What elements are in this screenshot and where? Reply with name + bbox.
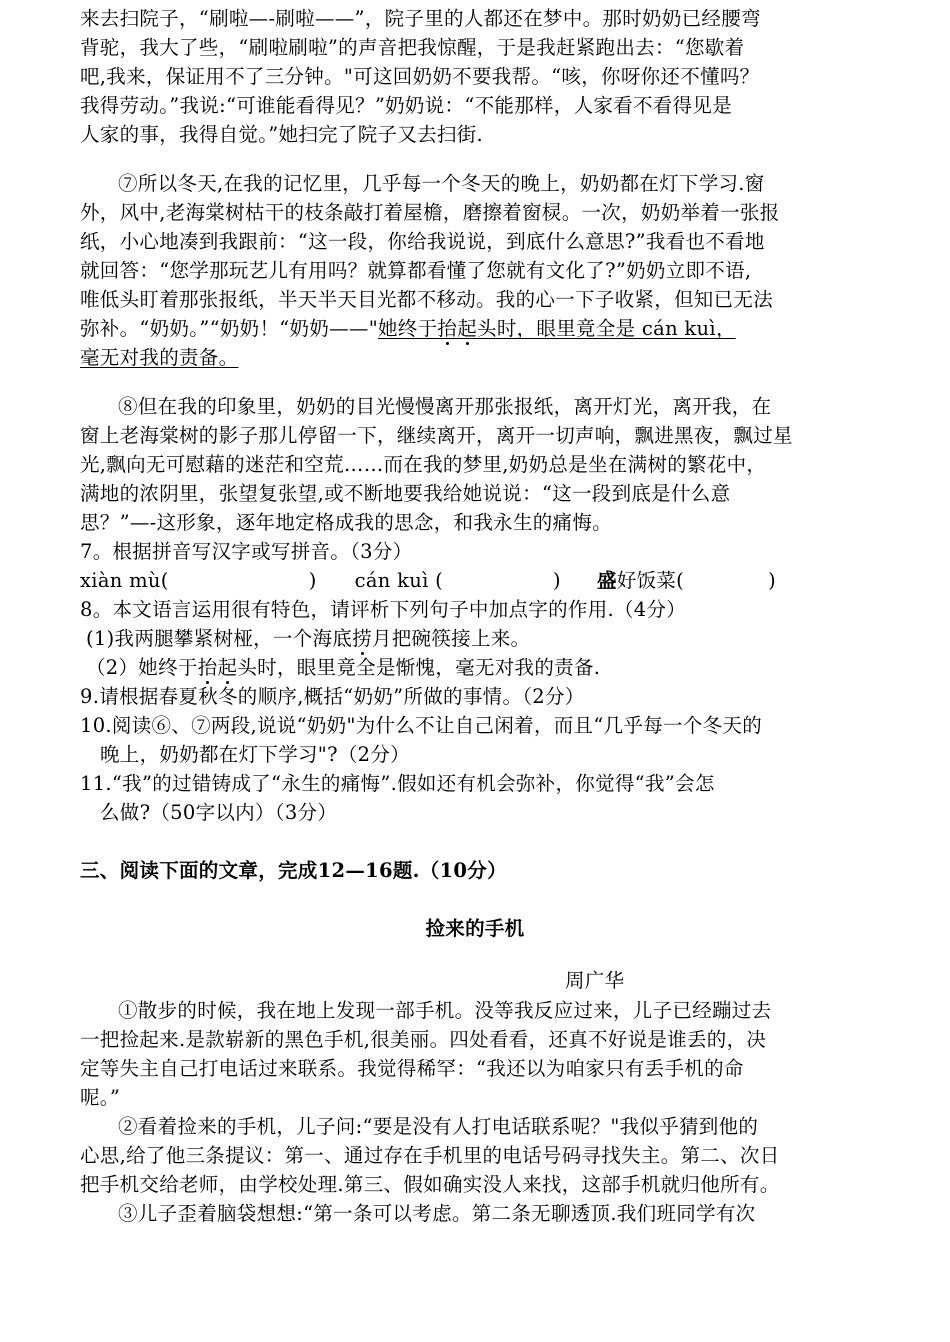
- article-paragraph-1-line: 一把捡起来.是款崭新的黑色手机,很美丽。四处看看，还真不好说是谁丢的，决: [80, 1028, 767, 1051]
- paragraph-7-line: [80, 316, 736, 342]
- blank-b-label: cán kuì (: [354, 569, 444, 592]
- dotted-char: 起: [457, 317, 478, 340]
- article-paragraph-1-line: 呢。”: [80, 1086, 121, 1109]
- article-paragraph-1-line: ①散步的时候，我在地上发现一部手机。没等我反应过来，儿子已经蹦过去: [118, 999, 772, 1022]
- paragraph-7-line: [80, 345, 238, 371]
- question-8: 8。本文语言运用很有特色，请评析下列句子中加点字的作用.（4分）: [80, 598, 687, 621]
- blank-a-label: xiàn mù(: [80, 569, 169, 592]
- question-7: 7。根据拼音写汉字或写拼音。（3分）: [80, 540, 413, 563]
- sentence-text: (1)我两腿攀紧树桠，一个海底: [86, 627, 353, 650]
- underlined-text: [378, 317, 736, 340]
- article-author: 周广华: [565, 969, 625, 992]
- section-3-heading: 三、阅读下面的文章，完成12—16题.（10分）: [80, 859, 507, 882]
- sentence-text: 月把碗筷接上来。: [371, 627, 531, 650]
- article-paragraph-2-line: 把手机交给老师，由学校处理.第三、假如确实没人来找，这部手机就归他所有。: [80, 1173, 780, 1196]
- question-7-blanks: [80, 568, 776, 594]
- article-title: 捡来的手机: [425, 917, 525, 940]
- paragraph-7-line: 就回答：“您学那玩艺儿有用吗？就算都看懂了您就有文化了?”奶奶立即不语,: [80, 259, 752, 282]
- dotted-char: 抬: [197, 656, 218, 679]
- question-10-line: 10.阅读⑥、⑦两段,说说“奶奶"为什么不让自己闲着，而且“几乎每一个冬天的: [80, 714, 763, 737]
- question-8-sentence-1: [86, 626, 530, 652]
- paragraph-8-line: 满地的浓阴里，张望复张望,或不断地要我给她说说：“这一段到底是什么意: [80, 482, 731, 505]
- blank-c-label: 好饭菜(: [616, 569, 685, 592]
- text-line: 吧,我来，保证用不了三分钟。"可这回奶奶不要我帮。“咳，你呀你还不懂吗？: [80, 65, 760, 88]
- paragraph-7-line: 外，风中,老海棠树枯干的枝条敲打着屋檐，磨擦着窗棂。一次，奶奶举着一张报: [80, 201, 780, 224]
- question-11-line: 么做?（50字以内）（3分）: [100, 801, 338, 824]
- blank-close: ): [553, 569, 561, 592]
- paragraph-8-line: 窗上老海棠树的影子那儿停留一下，继续离开，离开一切声响，飘进黑夜，飘过星: [80, 424, 793, 447]
- paragraph-8-line: 思？”—-这形象，逐年地定格成我的思念，和我永生的痛悔。: [80, 511, 612, 534]
- text-line: 我得劳动。”我说:“可谁能看得见？”奶奶说：“不能那样，人家看不看得见是: [80, 94, 732, 117]
- dotted-char: 捞: [352, 627, 372, 650]
- blank-close: ): [768, 569, 776, 592]
- question-9: 9.请根据春夏秋冬的顺序,概括“奶奶”所做的事情。（2分）: [80, 685, 585, 708]
- question-8-sentence-2: [86, 655, 600, 681]
- dotted-char: 抬: [437, 317, 458, 340]
- article-paragraph-1-line: 定等失主自己打电话过来联系。我觉得稀罕：“我还以为咱家只有丢手机的命: [80, 1057, 744, 1080]
- article-paragraph-2-line: ②看着捡来的手机，儿子问:“要是没有人打电话联系呢？"我似乎猜到他的: [118, 1115, 759, 1138]
- question-10-line: 晚上，奶奶都在灯下学习"?（2分）: [100, 743, 410, 766]
- paragraph-7-line: 唯低头盯着那张报纸，半天半天目光都不移动。我的心一下子收紧，但知已无法: [80, 288, 774, 311]
- paragraph-8-line: 光,飘向无可慰藉的迷茫和空荒……而在我的梦里,奶奶总是坐在满树的繁花中，: [80, 453, 767, 476]
- paragraph-7-line: 纸，小心地凑到我跟前：“这一段，你给我说说，到底什么意思?”我看也不看地: [80, 230, 765, 253]
- article-paragraph-2-line: 心思,给了他三条提议：第一、通过存在手机里的电话号码寻找失主。第二、次日: [80, 1144, 780, 1167]
- underlined-text: 毫无对我的责备。: [80, 346, 239, 369]
- text-line: 背驼，我大了些，“刷啦刷啦”的声音把我惊醒，于是我赶紧跑出去：“您歇着: [80, 36, 745, 59]
- paragraph-7-line: ⑦所以冬天,在我的记忆里，几乎每一个冬天的晚上，奶奶都在灯下学习.窗: [118, 172, 765, 195]
- paragraph-8-line: ⑧但在我的印象里，奶奶的目光慢慢离开那张报纸，离开灯光，离开我，在: [118, 395, 772, 418]
- bold-char: 盛: [596, 569, 617, 592]
- text-line: 来去扫院子，“刷啦—-刷啦——”，院子里的人都还在梦中。那时奶奶已经腰弯: [80, 7, 761, 30]
- blank-close: ): [308, 569, 317, 592]
- underlined-segment: 她终于: [378, 317, 438, 340]
- sentence-text: （2）她终于: [86, 656, 198, 679]
- dotted-char: 起: [217, 656, 238, 679]
- underlined-segment: 头时，眼里竟全是 cán kuì，: [477, 317, 736, 340]
- sentence-text: 头时，眼里竟全是惭愧，毫无对我的责备.: [237, 656, 601, 679]
- question-11-line: 11.“我”的过错铸成了“永生的痛悔”.假如还有机会弥补，你觉得“我”会怎: [80, 772, 715, 795]
- text-line: 人家的事，我得自觉。”她扫完了院子又去扫街.: [80, 123, 484, 146]
- plain-text: 弥补。“奶奶。”“奶奶！“奶奶——": [80, 317, 378, 340]
- article-paragraph-3-line: ③儿子歪着脑袋想想:“第一条可以考虑。第二条无聊透顶.我们班同学有次: [118, 1202, 756, 1225]
